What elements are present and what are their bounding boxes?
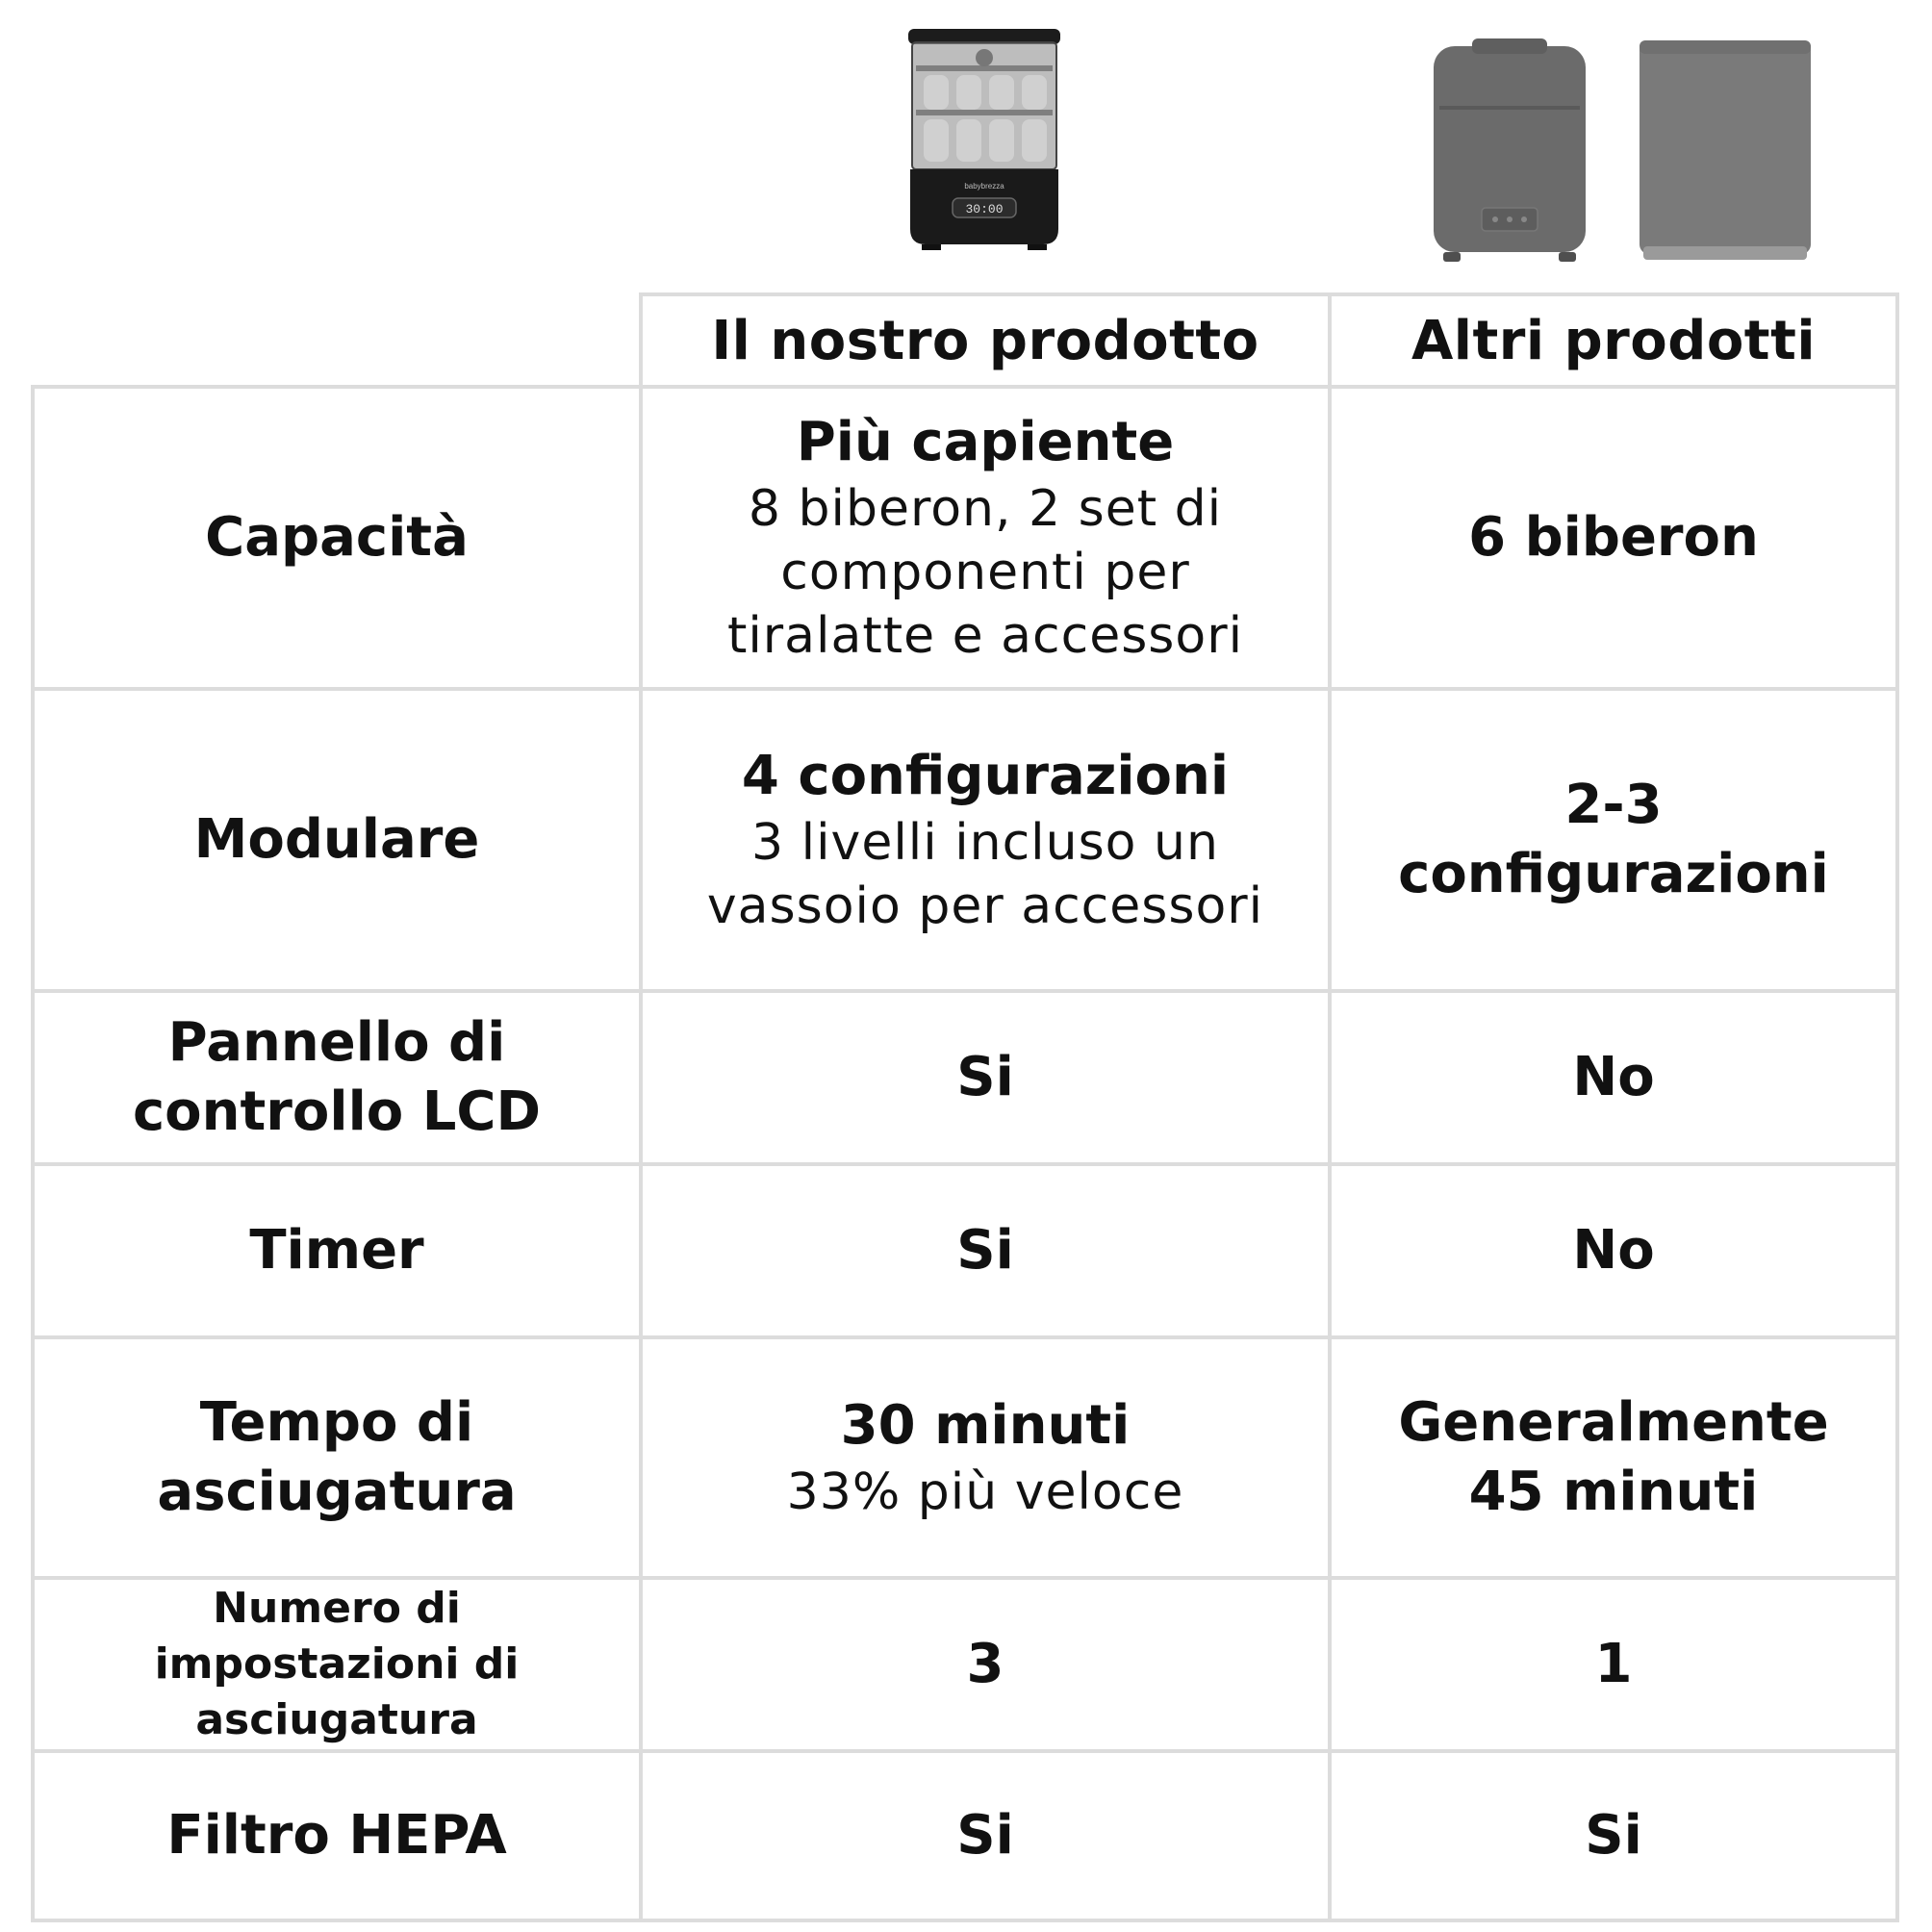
row-label-modulare — [31, 687, 643, 993]
row-label-numero-impostazioni — [31, 1576, 643, 1753]
brand-label: babybrezza — [964, 182, 1004, 191]
row-label-capacita — [31, 385, 643, 691]
row-label-text: Capacità — [205, 506, 469, 569]
cell-ours-pannello-lcd — [639, 989, 1332, 1166]
row-label-filtro-hepa — [31, 1749, 643, 1922]
cell-others-modulare — [1328, 687, 1899, 993]
cell-ours-modulare — [639, 687, 1332, 993]
row-label-text: Modulare — [193, 808, 480, 871]
row-label-text: Tempo di asciugatura — [157, 1391, 517, 1523]
our-product-image — [902, 25, 1066, 254]
cell-ours-timer — [639, 1162, 1332, 1339]
row-label-tempo-asciugatura — [31, 1335, 643, 1580]
cell-value: 3 — [966, 1633, 1004, 1695]
cell-title: Più capiente — [796, 411, 1175, 473]
cell-value: Si — [956, 1219, 1014, 1282]
row-label-text: Filtro HEPA — [166, 1804, 507, 1867]
row-label-text: Pannello di controllo LCD — [132, 1011, 542, 1143]
cell-ours-tempo-asciugatura — [639, 1335, 1332, 1580]
cell-detail: 8 biberon, 2 set di componenti per tiralatte e accessori — [726, 480, 1244, 665]
cell-title: 30 minuti — [840, 1394, 1131, 1457]
row-label-pannello-lcd — [31, 989, 643, 1166]
cell-others-pannello-lcd — [1328, 989, 1899, 1166]
cell-ours-numero-impostazioni — [639, 1576, 1332, 1753]
cell-value: 1 — [1594, 1633, 1633, 1695]
cell-value: Generalmente 45 minuti — [1398, 1391, 1829, 1523]
cell-value: Si — [1585, 1804, 1642, 1867]
header-our-product-label: Il nostro prodotto — [711, 309, 1259, 372]
cell-others-tempo-asciugatura — [1328, 1335, 1899, 1580]
cell-detail: 33% più veloce — [786, 1463, 1184, 1521]
row-label-text: Timer — [249, 1219, 424, 1282]
cell-detail: 3 livelli incluso un vassoio per accessori — [706, 814, 1264, 935]
header-our-product — [639, 292, 1332, 389]
cell-ours-capacita — [639, 385, 1332, 691]
cell-value: 6 biberon — [1468, 506, 1759, 569]
other-product-image-1 — [1430, 37, 1589, 267]
other-product-image-2 — [1636, 37, 1815, 267]
cell-others-timer — [1328, 1162, 1899, 1339]
cell-others-numero-impostazioni — [1328, 1576, 1899, 1753]
cell-title: 4 configurazioni — [741, 745, 1230, 807]
cell-ours-filtro-hepa — [639, 1749, 1332, 1922]
row-label-timer — [31, 1162, 643, 1339]
cell-value: 2-3 configurazioni — [1398, 774, 1829, 905]
cell-value: No — [1572, 1046, 1655, 1108]
cell-others-capacita — [1328, 385, 1899, 691]
header-other-products — [1328, 292, 1899, 389]
row-label-text: Numero di impostazioni di asciugatura — [154, 1584, 520, 1744]
cell-value: No — [1572, 1219, 1655, 1282]
cell-value: Si — [956, 1804, 1014, 1867]
cell-others-filtro-hepa — [1328, 1749, 1899, 1922]
timer-display: 30:00 — [965, 202, 1004, 216]
cell-value: Si — [956, 1046, 1014, 1108]
header-other-products-label: Altri prodotti — [1411, 309, 1817, 372]
